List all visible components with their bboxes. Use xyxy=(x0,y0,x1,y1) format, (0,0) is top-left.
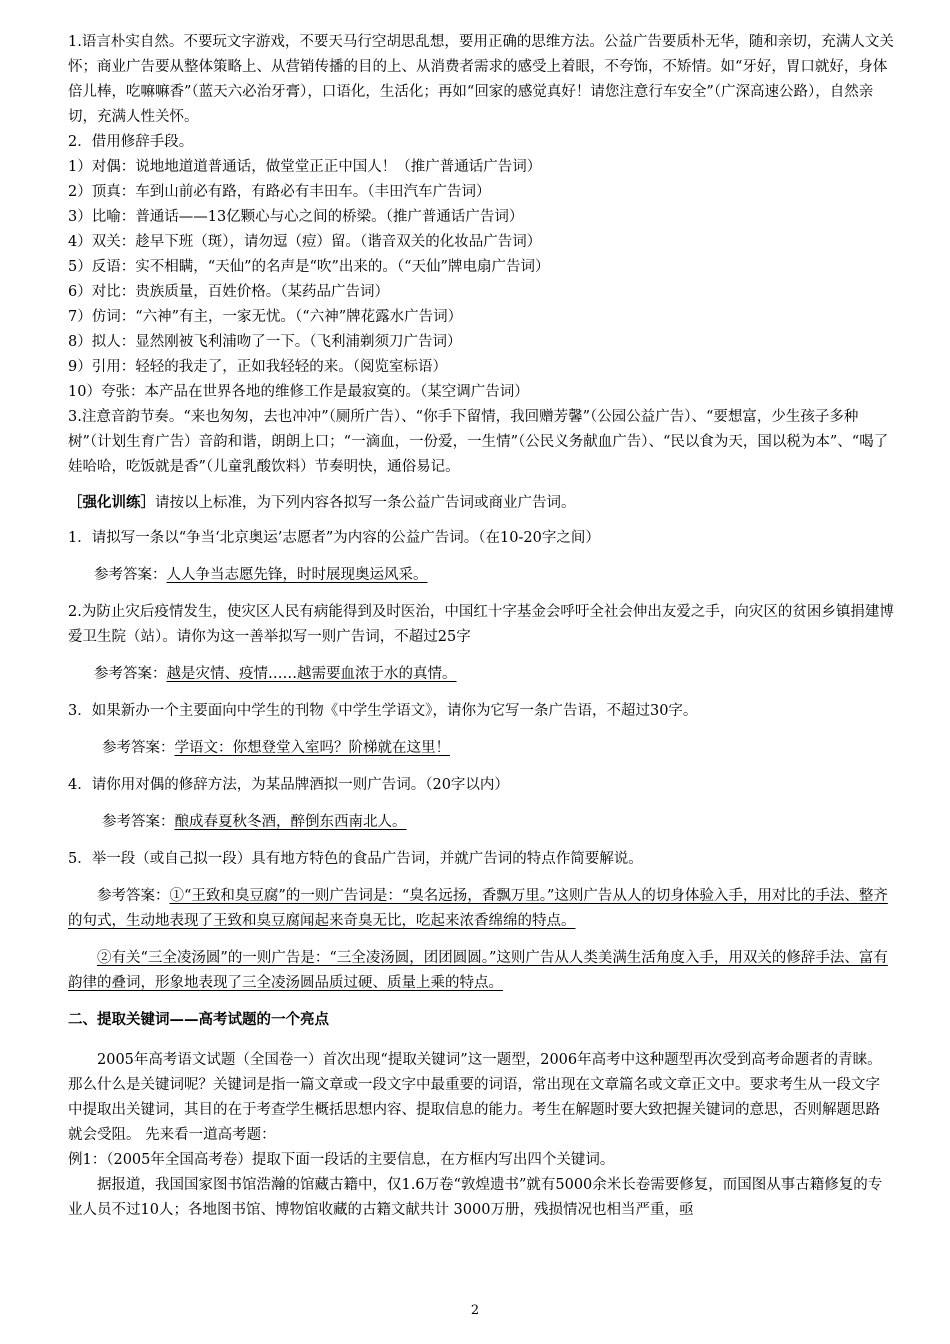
item-shuangguan: 4）双关：趁早下班（斑），请勿逗（痘）留。（谐音双关的化妆品广告词） xyxy=(68,234,542,250)
item-fangci: 7）仿词：“六神”有主，一家无忧。（“六神”牌花露水广告词） xyxy=(68,309,463,325)
item-rhythm: 3.注意音韵节奏。“来也匆匆，去也冲冲”（厕所广告）、“你手下留情，我回赠芳馨”（公园公益广告）、“要想富，少生孩子多种树”（计划生育广告）音韵和谐，朗朗上口；“一滴血，一份爱，一生情”（公民义务献血广告）、“民以食为天，国以税为本”、“喝了娃哈哈，吃饭就是香”（儿童乳酸饮料）节奏明快，通俗易记。 xyxy=(68,409,889,475)
answer-1-text: 人人争当志愿先锋，时时展现奥运风采。 xyxy=(166,567,428,583)
item-rhetoric-title: 2．借用修辞手段。 xyxy=(68,134,194,150)
question-1: 1．请拟写一条以“争当‘北京奥运’志愿者”为内容的公益广告词。（在10-20字之间） xyxy=(68,530,600,546)
answer-label: 参考答案： xyxy=(94,666,167,682)
answer-label: 参考答案： xyxy=(94,567,167,583)
item-duiou: 1）对偶：说地地道道普通话，做堂堂正正中国人！（推广普通话广告词） xyxy=(68,159,542,175)
answer-2 xyxy=(68,662,894,687)
answer-3-text: 学语文：你想登堂入室吗？阶梯就在这里！ xyxy=(174,740,450,756)
answer-1 xyxy=(68,563,894,588)
page-number: 2 xyxy=(470,1303,480,1318)
answer-label: 参考答案： xyxy=(102,814,175,830)
training-section xyxy=(68,490,894,996)
answer-4-text: 酿成春夏秋冬酒，醉倒东西南北人。 xyxy=(174,814,407,830)
training-intro-text: 请按以上标准，为下列内容各拟写一条公益广告词或商业广告词。 xyxy=(155,495,576,511)
item-biyu: 3）比喻：普通话——13亿颗心与心之间的桥梁。（推广普通话广告词） xyxy=(68,209,524,225)
question-2: 2.为防止灾后疫情发生，使灾区人民有病能得到及时医治，中国红十字基金会呼吁全社会伸出友爱之手，向灾区的贫困乡镇捐建博爱卫生院（站）。请你为这一善举拟写一则广告词，不超过25字 xyxy=(68,604,894,645)
section-2-intro: 2005年高考语文试题（全国卷一）首次出现“提取关键词”这一题型，2006年高考中这种题型再次受到高考命题者的青睐。那么什么是关键词呢？关键词是指一篇文章或一段文字中最重要的词语，常出现在文章篇名或文章正文中。要求考生从一段文字中提取出关键词，其目的在于考查学生概括思想内容、提取信息的能力。考生在解题时要大致把握关键词的意思，否则解题思路就会受阻。 先来看一道高考题： xyxy=(68,1051,882,1143)
item-plain-language: 1.语言朴实自然。不要玩文字游戏，不要天马行空胡思乱想，要用正确的思维方法。公益广告要质朴无华，随和亲切，充满人文关怀；商业广告要从整体策略上、从营销传播的目的上、从消费者需求的感受上着眼，不夸饰，不矫情。如“牙好，胃口就好，身体倍儿棒，吃嘛嘛香”（蓝天六必治牙膏），口语化，生活化；再如“回家的感觉真好！请您注意行车安全”（广深高速公路），自然亲切，充满人性关怀。 xyxy=(68,34,894,125)
answer-4 xyxy=(68,810,894,835)
answer-3 xyxy=(68,736,894,761)
item-duibi: 6）对比：贵族质量，百姓价格。（某药品广告词） xyxy=(68,284,389,300)
training-intro xyxy=(68,490,894,516)
section-2 xyxy=(68,1008,894,1223)
answer-5-part-1-text: ①“王致和臭豆腐”的一则广告词是：“臭名远扬，香飘万里。”这则广告从人的切身体验入手，用对比的手法、整齐的句式，生动地表现了王致和臭豆腐闻起来奇臭无比，吃起来浓香绵绵的特点。 xyxy=(68,888,888,929)
item-kuazhang: 10）夸张：本产品在世界各地的维修工作是最寂寞的。（某空调广告词） xyxy=(68,384,529,400)
example-1: 例1：（2005年全国高考卷）提取下面一段话的主要信息，在方框内写出四个关键词。 xyxy=(68,1151,615,1168)
answer-5-part-2 xyxy=(68,946,894,996)
example-1-passage: 据报道，我国国家图书馆浩瀚的馆藏古籍中，仅1.6万卷“敦煌遗书”就有5000余米长卷需要修复，而国图从事古籍修复的专业人员不过10人；各地图书馆、博物馆收藏的古籍文献共计 3000万册，残损情况也相当严重，亟 xyxy=(68,1176,883,1218)
question-5: 5．举一段（或自己拟一段）具有地方特色的食品广告词，并就广告词的特点作简要解说。 xyxy=(68,851,643,867)
question-4: 4．请你用对偶的修辞方法，为某品牌酒拟一则广告词。（20字以内） xyxy=(68,777,509,793)
answer-2-text: 越是灾情、疫情……越需要血浓于水的真情。 xyxy=(166,666,457,682)
section-2-heading: 二、提取关键词——高考试题的一个亮点 xyxy=(68,1012,329,1028)
training-tag: ［强化训练］ xyxy=(68,494,155,511)
section-1 xyxy=(68,30,894,480)
answer-5 xyxy=(68,884,894,996)
item-yinyong: 9）引用：轻轻的我走了，正如我轻轻的来。（阅览室标语） xyxy=(68,359,447,375)
answer-5-part-1 xyxy=(68,884,894,934)
item-fanyu: 5）反语：实不相瞒，“天仙”的名声是“吹”出来的。（“天仙”牌电扇广告词） xyxy=(68,259,550,275)
answer-label: 参考答案： xyxy=(102,740,175,756)
item-niren: 8）拟人：显然刚被飞利浦吻了一下。（飞利浦剃须刀广告词） xyxy=(68,334,462,350)
answer-5-part-2-text: ②有关“三全凌汤圆”的一则广告是：“三全凌汤圆，团团圆圆。”这则广告从人类美满生活角度入手，用双关的修辞手法、富有韵律的叠词，形象地表现了三全凌汤圆品质过硬、质量上乘的特点。 xyxy=(68,950,888,991)
answer-label: 参考答案： xyxy=(97,888,170,904)
item-dingzhen: 2）顶真：车到山前必有路，有路必有丰田车。（丰田汽车广告词） xyxy=(68,184,491,200)
question-3: 3．如果新办一个主要面向中学生的刊物《中学生学语文》，请你为它写一条广告语，不超过30字。 xyxy=(68,703,698,719)
